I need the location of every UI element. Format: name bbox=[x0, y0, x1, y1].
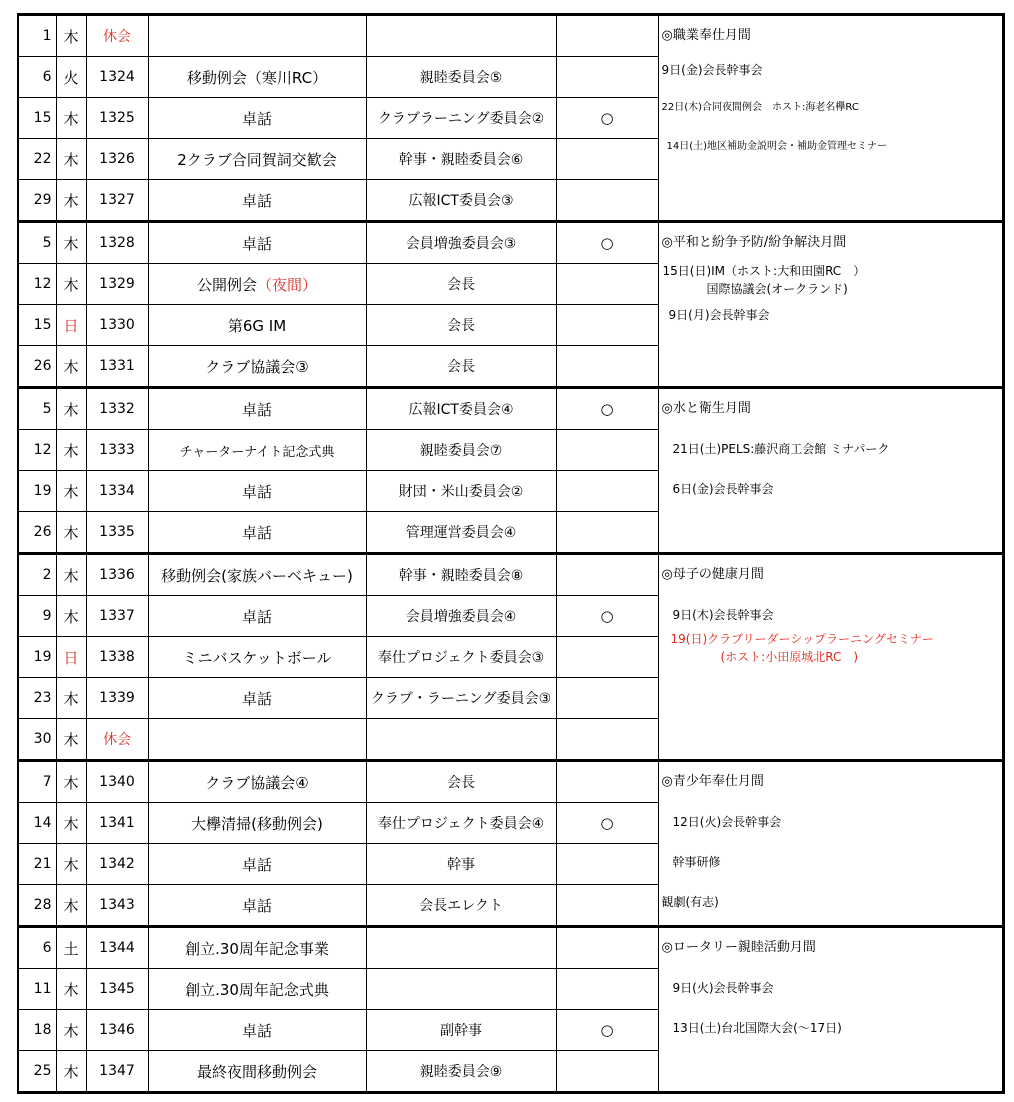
program-cell: チャーターナイト記念式典 bbox=[148, 430, 366, 471]
meeting-number-cell: 1338 bbox=[86, 637, 148, 678]
weekday-cell: 木 bbox=[56, 471, 86, 512]
day-cell: 19 bbox=[18, 471, 56, 512]
committee-cell: 財団・米山委員会② bbox=[366, 471, 556, 512]
meeting-number-cell: 休会 bbox=[86, 15, 148, 57]
program-cell: 卓話 bbox=[148, 885, 366, 927]
weekday-cell: 日 bbox=[56, 637, 86, 678]
day-cell: 23 bbox=[18, 678, 56, 719]
program-cell: 創立.30周年記念事業 bbox=[148, 927, 366, 969]
note-line: 6日(金)会長幹事会 bbox=[672, 482, 774, 496]
weekday-cell: 木 bbox=[56, 596, 86, 637]
weekday-cell: 木 bbox=[56, 678, 86, 719]
committee-cell: 親睦委員会⑨ bbox=[366, 1051, 556, 1093]
program-cell: 卓話 bbox=[148, 512, 366, 554]
notes-cell bbox=[658, 554, 1003, 761]
weekday-cell: 木 bbox=[56, 1051, 86, 1093]
day-cell: 18 bbox=[18, 1010, 56, 1051]
day-cell: 29 bbox=[18, 180, 56, 222]
mark-cell: ○ bbox=[556, 596, 658, 637]
weekday-cell: 木 bbox=[56, 554, 86, 596]
program-cell: 移動例会（寒川RC） bbox=[148, 57, 366, 98]
committee-cell: 会長 bbox=[366, 305, 556, 346]
committee-cell: 会長 bbox=[366, 346, 556, 388]
day-cell: 1 bbox=[18, 15, 56, 57]
program-cell: クラブ協議会③ bbox=[148, 346, 366, 388]
note-line: 21日(土)PELS:藤沢商工会館 ミナパーク bbox=[672, 442, 890, 456]
weekday-cell: 土 bbox=[56, 927, 86, 969]
note-line: ◎母子の健康月間 bbox=[661, 567, 764, 582]
weekday-cell: 木 bbox=[56, 15, 86, 57]
note-line: 22日(木)合同夜間例会 ホスト:海老名欅RC bbox=[661, 102, 859, 113]
note-line: 9日(金)会長幹事会 bbox=[661, 63, 763, 77]
program-cell: 最終夜間移動例会 bbox=[148, 1051, 366, 1093]
day-cell: 26 bbox=[18, 346, 56, 388]
mark-cell: ○ bbox=[556, 1010, 658, 1051]
day-cell: 21 bbox=[18, 844, 56, 885]
program-cell: 大欅清掃(移動例会) bbox=[148, 803, 366, 844]
day-cell: 6 bbox=[18, 57, 56, 98]
note-line: ◎職業奉仕月間 bbox=[661, 28, 751, 43]
mark-cell bbox=[556, 927, 658, 969]
committee-cell bbox=[366, 927, 556, 969]
mark-cell: ○ bbox=[556, 388, 658, 430]
note-line: 国際協議会(オークランド) bbox=[706, 282, 848, 296]
mark-cell bbox=[556, 1051, 658, 1093]
committee-cell: 広報ICT委員会③ bbox=[366, 180, 556, 222]
meeting-number-cell: 1341 bbox=[86, 803, 148, 844]
program-cell: 卓話 bbox=[148, 98, 366, 139]
meeting-number-cell: 1340 bbox=[86, 761, 148, 803]
committee-cell: 奉仕プロジェクト委員会③ bbox=[366, 637, 556, 678]
meeting-number-cell: 1332 bbox=[86, 388, 148, 430]
weekday-cell: 木 bbox=[56, 761, 86, 803]
day-cell: 19 bbox=[18, 637, 56, 678]
note-line: ◎水と衛生月間 bbox=[661, 401, 751, 416]
day-cell: 2 bbox=[18, 554, 56, 596]
mark-cell bbox=[556, 139, 658, 180]
mark-cell bbox=[556, 264, 658, 305]
note-line: ◎平和と紛争予防/紛争解決月間 bbox=[661, 235, 847, 250]
table-row bbox=[18, 761, 1003, 803]
mark-cell: ○ bbox=[556, 98, 658, 139]
committee-cell: クラブラーニング委員会② bbox=[366, 98, 556, 139]
note-line: ◎青少年奉仕月間 bbox=[661, 774, 764, 789]
mark-cell bbox=[556, 305, 658, 346]
weekday-cell: 火 bbox=[56, 57, 86, 98]
table-row bbox=[18, 15, 1003, 57]
note-line: 13日(土)台北国際大会(～17日) bbox=[672, 1021, 842, 1035]
mark-cell bbox=[556, 15, 658, 57]
day-cell: 28 bbox=[18, 885, 56, 927]
note-line: 14日(土)地区補助金説明会・補助金管理セミナー bbox=[666, 141, 888, 152]
program-cell: 卓話 bbox=[148, 222, 366, 264]
mark-cell bbox=[556, 885, 658, 927]
day-cell: 5 bbox=[18, 388, 56, 430]
weekday-cell: 木 bbox=[56, 139, 86, 180]
program-cell: 2クラブ合同賀詞交歓会 bbox=[148, 139, 366, 180]
mark-cell bbox=[556, 57, 658, 98]
day-cell: 7 bbox=[18, 761, 56, 803]
weekday-cell: 木 bbox=[56, 346, 86, 388]
meeting-number-cell: 1327 bbox=[86, 180, 148, 222]
committee-cell: 会員増強委員会④ bbox=[366, 596, 556, 637]
weekday-cell: 木 bbox=[56, 803, 86, 844]
note-line: ◎ロータリー親睦活動月間 bbox=[661, 940, 816, 955]
mark-cell bbox=[556, 969, 658, 1010]
meeting-number-cell: 1344 bbox=[86, 927, 148, 969]
program-cell: 創立.30周年記念式典 bbox=[148, 969, 366, 1010]
day-cell: 15 bbox=[18, 98, 56, 139]
weekday-cell: 木 bbox=[56, 844, 86, 885]
meeting-number-cell: 1325 bbox=[86, 98, 148, 139]
program-cell: 移動例会(家族バーベキュー) bbox=[148, 554, 366, 596]
mark-cell bbox=[556, 512, 658, 554]
schedule-table bbox=[17, 13, 1005, 1094]
meeting-number-cell: 1339 bbox=[86, 678, 148, 719]
mark-cell bbox=[556, 471, 658, 512]
day-cell: 9 bbox=[18, 596, 56, 637]
note-line: 9日(月)会長幹事会 bbox=[668, 308, 770, 322]
weekday-cell: 木 bbox=[56, 969, 86, 1010]
note-line: 観劇(有志) bbox=[661, 895, 719, 909]
weekday-cell: 日 bbox=[56, 305, 86, 346]
meeting-number-cell: 1331 bbox=[86, 346, 148, 388]
weekday-cell: 木 bbox=[56, 1010, 86, 1051]
committee-cell: 会長エレクト bbox=[366, 885, 556, 927]
table-row bbox=[18, 554, 1003, 596]
weekday-cell: 木 bbox=[56, 719, 86, 761]
day-cell: 11 bbox=[18, 969, 56, 1010]
meeting-number-cell: 1333 bbox=[86, 430, 148, 471]
program-cell: 卓話 bbox=[148, 180, 366, 222]
committee-cell: 幹事・親睦委員会⑥ bbox=[366, 139, 556, 180]
program-cell bbox=[148, 264, 366, 305]
mark-cell bbox=[556, 346, 658, 388]
day-cell: 5 bbox=[18, 222, 56, 264]
mark-cell bbox=[556, 719, 658, 761]
mark-cell bbox=[556, 844, 658, 885]
meeting-number-cell: 1326 bbox=[86, 139, 148, 180]
program-cell: 卓話 bbox=[148, 678, 366, 719]
notes-cell bbox=[658, 927, 1003, 1093]
weekday-cell: 木 bbox=[56, 512, 86, 554]
program-text: 公開例会 bbox=[196, 275, 257, 294]
meeting-number-cell: 1329 bbox=[86, 264, 148, 305]
program-cell: 卓話 bbox=[148, 471, 366, 512]
day-cell: 14 bbox=[18, 803, 56, 844]
note-line: 15日(日)IM（ホスト:大和田園RC ） bbox=[662, 264, 866, 278]
meeting-number-cell: 1330 bbox=[86, 305, 148, 346]
weekday-cell: 木 bbox=[56, 264, 86, 305]
note-line: 幹事研修 bbox=[672, 855, 721, 869]
committee-cell: 会長 bbox=[366, 264, 556, 305]
notes-cell bbox=[658, 761, 1003, 927]
day-cell: 25 bbox=[18, 1051, 56, 1093]
program-cell bbox=[148, 15, 366, 57]
weekday-cell: 木 bbox=[56, 98, 86, 139]
meeting-number-cell: 1342 bbox=[86, 844, 148, 885]
meeting-number-cell: 1346 bbox=[86, 1010, 148, 1051]
mark-cell bbox=[556, 430, 658, 471]
mark-cell bbox=[556, 678, 658, 719]
notes-cell bbox=[658, 15, 1003, 222]
committee-cell: 会長 bbox=[366, 761, 556, 803]
program-red-text: （夜間） bbox=[257, 275, 318, 294]
program-cell: 卓話 bbox=[148, 388, 366, 430]
committee-cell: 幹事・親睦委員会⑧ bbox=[366, 554, 556, 596]
committee-cell: 副幹事 bbox=[366, 1010, 556, 1051]
weekday-cell: 木 bbox=[56, 430, 86, 471]
committee-cell: 会員増強委員会③ bbox=[366, 222, 556, 264]
committee-cell bbox=[366, 719, 556, 761]
committee-cell: 親睦委員会⑦ bbox=[366, 430, 556, 471]
committee-cell: 親睦委員会⑤ bbox=[366, 57, 556, 98]
program-cell: 卓話 bbox=[148, 596, 366, 637]
program-cell: 卓話 bbox=[148, 844, 366, 885]
day-cell: 15 bbox=[18, 305, 56, 346]
weekday-cell: 木 bbox=[56, 388, 86, 430]
day-cell: 26 bbox=[18, 512, 56, 554]
committee-cell: 奉仕プロジェクト委員会④ bbox=[366, 803, 556, 844]
meeting-number-cell: 1336 bbox=[86, 554, 148, 596]
committee-cell: 幹事 bbox=[366, 844, 556, 885]
program-cell bbox=[148, 719, 366, 761]
mark-cell bbox=[556, 180, 658, 222]
meeting-number-cell: 1343 bbox=[86, 885, 148, 927]
mark-cell bbox=[556, 637, 658, 678]
mark-cell: ○ bbox=[556, 803, 658, 844]
program-cell: 第6G IM bbox=[148, 305, 366, 346]
table-row bbox=[18, 388, 1003, 430]
mark-cell bbox=[556, 554, 658, 596]
meeting-number-cell: 1334 bbox=[86, 471, 148, 512]
program-cell: 卓話 bbox=[148, 1010, 366, 1051]
weekday-cell: 木 bbox=[56, 885, 86, 927]
day-cell: 12 bbox=[18, 430, 56, 471]
committee-cell: 広報ICT委員会④ bbox=[366, 388, 556, 430]
meeting-number-cell: 1335 bbox=[86, 512, 148, 554]
meeting-number-cell: 1337 bbox=[86, 596, 148, 637]
note-line: 19(日)クラブリーダーシップラーニングセミナー bbox=[670, 632, 934, 646]
note-line: 12日(火)会長幹事会 bbox=[672, 815, 782, 829]
weekday-cell: 木 bbox=[56, 180, 86, 222]
note-line: (ホスト:小田原城北RC ) bbox=[720, 650, 859, 664]
day-cell: 30 bbox=[18, 719, 56, 761]
table-row bbox=[18, 927, 1003, 969]
note-line: 9日(火)会長幹事会 bbox=[672, 981, 774, 995]
meeting-number-cell: 1328 bbox=[86, 222, 148, 264]
committee-cell: 管理運営委員会④ bbox=[366, 512, 556, 554]
committee-cell: クラブ・ラーニング委員会③ bbox=[366, 678, 556, 719]
notes-cell bbox=[658, 222, 1003, 388]
program-cell: ミニバスケットボール bbox=[148, 637, 366, 678]
notes-cell bbox=[658, 388, 1003, 554]
committee-cell bbox=[366, 969, 556, 1010]
meeting-number-cell: 1347 bbox=[86, 1051, 148, 1093]
meeting-number-cell: 1324 bbox=[86, 57, 148, 98]
meeting-number-cell: 休会 bbox=[86, 719, 148, 761]
mark-cell: ○ bbox=[556, 222, 658, 264]
meeting-number-cell: 1345 bbox=[86, 969, 148, 1010]
note-line: 9日(木)会長幹事会 bbox=[672, 608, 774, 622]
table-row bbox=[18, 222, 1003, 264]
day-cell: 12 bbox=[18, 264, 56, 305]
day-cell: 6 bbox=[18, 927, 56, 969]
program-cell: クラブ協議会④ bbox=[148, 761, 366, 803]
weekday-cell: 木 bbox=[56, 222, 86, 264]
committee-cell bbox=[366, 15, 556, 57]
mark-cell bbox=[556, 761, 658, 803]
day-cell: 22 bbox=[18, 139, 56, 180]
